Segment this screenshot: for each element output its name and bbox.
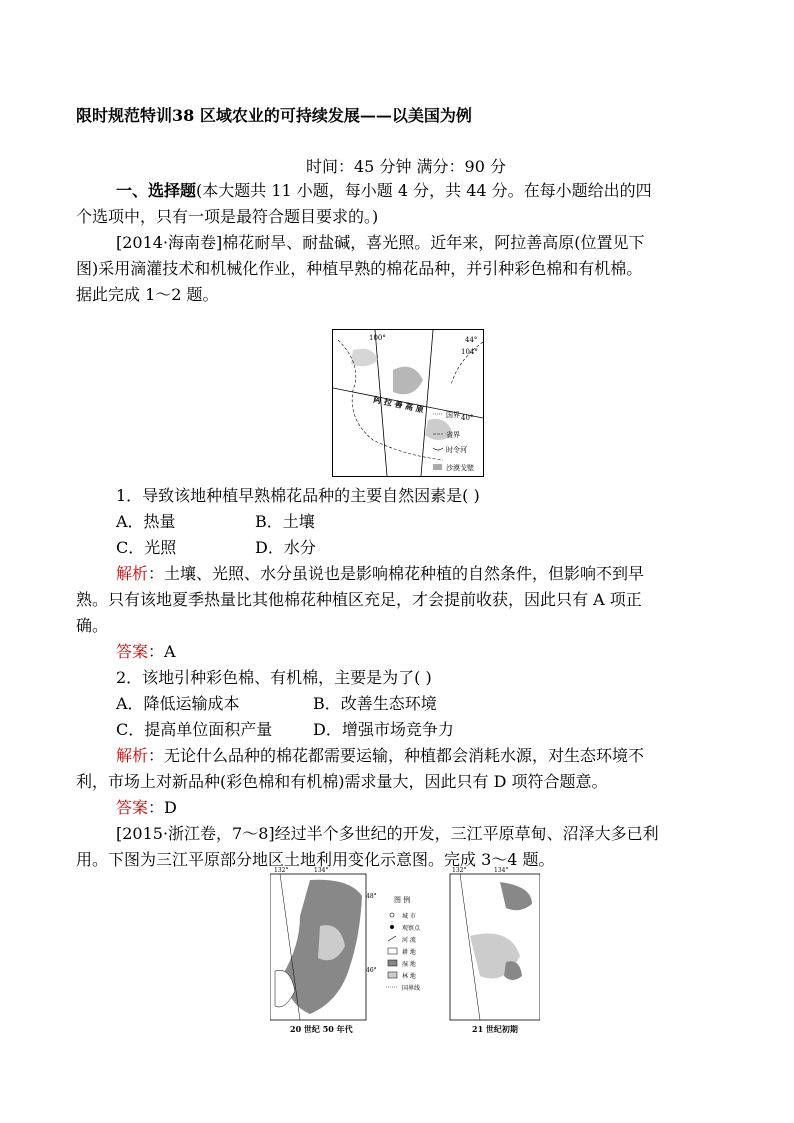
map-1950s — [270, 867, 377, 1034]
legend-title: 图 例 — [394, 896, 411, 904]
time-score-line: 时间：45 分钟 满分：90 分 — [306, 157, 506, 176]
q1-option-a: A．热量 — [116, 512, 176, 531]
q2-option-a: A．降低运输成本 — [116, 694, 240, 713]
lat-label: 44° — [465, 336, 478, 344]
legend-wetland: 湿 地 — [402, 961, 416, 968]
lon-label: 134° — [314, 867, 329, 874]
legend-forest: 林 地 — [402, 973, 416, 980]
alashan-map — [333, 330, 483, 476]
q1-analysis-3: 确。 — [76, 616, 109, 635]
q2-option-d: D．增强市场竞争力 — [313, 720, 454, 739]
section-label: 一、选择题 — [116, 181, 197, 200]
desert-area — [351, 349, 378, 367]
analysis-text: ：无论什么品种的棉花都需要运输，种植都会消耗水源，对生态环境不 — [148, 746, 645, 765]
analysis-label: 解析 — [116, 746, 149, 765]
q1-option-c: C．光照 — [116, 538, 177, 557]
analysis-text: ：土壤、光照、水分虽说也是影响棉花种植的自然条件，但影响不到早 — [148, 564, 645, 583]
answer-label: 答案 — [116, 798, 149, 817]
intro1-line3: 据此完成 1～2 题。 — [76, 285, 219, 304]
q1-stem: 1．导致该地种植早熟棉花品种的主要自然因素是( ) — [116, 486, 480, 505]
lon-label: 104° — [461, 348, 478, 356]
legend-border: 国界 — [446, 411, 460, 419]
legend-river: 时令河 — [446, 446, 467, 454]
legend-city: 城 市 — [402, 913, 416, 920]
q2-option-c: C．提高单位面积产量 — [116, 720, 273, 739]
section-heading — [116, 181, 652, 201]
q1-option-d: D．水分 — [255, 538, 316, 557]
legend-desert: 沙漠戈壁 — [446, 464, 474, 472]
page-title: 限时规范特训38 区域农业的可持续发展——以美国为例 — [76, 106, 472, 125]
answer-value: ：D — [148, 798, 177, 817]
legend-border: 国界线 — [402, 985, 421, 992]
sanjiang-map-figure — [270, 866, 540, 1036]
lat-label: 40° — [461, 414, 474, 422]
intro2-line2: 用。下图为三江平原部分地区土地利用变化示意图。完成 3～4 题。 — [76, 850, 555, 869]
q2-answer — [116, 798, 177, 818]
q1-analysis-2: 熟。只有该地夏季热量比其他棉花种植区充足，才会提前收获，因此只有 A 项正 — [76, 590, 642, 609]
legend-river: 河 流 — [402, 937, 416, 944]
desert-area — [393, 367, 423, 395]
legend-farmland: 耕 地 — [402, 949, 416, 956]
section-desc-2: 个选项中，只有一项是最符合题目要求的。) — [76, 207, 379, 226]
q1-answer — [116, 642, 176, 662]
meridian-line — [421, 330, 433, 476]
intro1-line1: [2014·海南卷]棉花耐旱、耐盐碱，喜光照。近年来，阿拉善高原(位置见下 — [116, 233, 645, 252]
lon-label: 132° — [274, 867, 289, 874]
legend — [386, 895, 421, 992]
intro1-line2: 图)采用滴灌技术和机械化作业，种植早熟的棉花品种，并引种彩色棉和有机棉。 — [76, 259, 643, 278]
answer-label: 答案 — [116, 642, 149, 661]
section-desc-1: (本大题共 11 小题，每小题 4 分，共 44 分。在每小题给出的四 — [196, 181, 652, 200]
q2-analysis — [116, 746, 644, 766]
answer-value: ：A — [148, 642, 176, 661]
analysis-label: 解析 — [116, 564, 149, 583]
alashan-map-figure — [332, 329, 484, 477]
legend-province: 省界 — [446, 431, 460, 439]
lon-label: 100° — [369, 334, 386, 342]
caption-2000s: 21 世纪初期 — [472, 1024, 518, 1034]
lon-label: 134° — [494, 867, 509, 874]
lon-label: 132° — [452, 867, 467, 874]
map-2000s — [450, 867, 540, 1034]
legend-station: 观察点 — [402, 925, 421, 932]
q2-analysis-2: 利，市场上对新品种(彩色棉和有机棉)需求量大，因此只有 D 项符合题意。 — [76, 772, 608, 791]
intro2-line1: [2015·浙江卷，7～8]经过半个多世纪的开发，三江平原草甸、沼泽大多已利 — [116, 824, 659, 843]
q2-stem: 2．该地引种彩色棉、有机棉，主要是为了( ) — [116, 668, 432, 687]
region-label: 阿 拉 善 高 原 — [372, 394, 425, 415]
q2-option-b: B．改善生态环境 — [313, 694, 437, 713]
lat-label: 46° — [366, 967, 377, 974]
q1-option-b: B．土壤 — [255, 512, 315, 531]
q1-analysis — [116, 564, 644, 584]
caption-1950s: 20 世纪 50 年代 — [290, 1024, 353, 1034]
lat-label: 48° — [366, 893, 377, 900]
